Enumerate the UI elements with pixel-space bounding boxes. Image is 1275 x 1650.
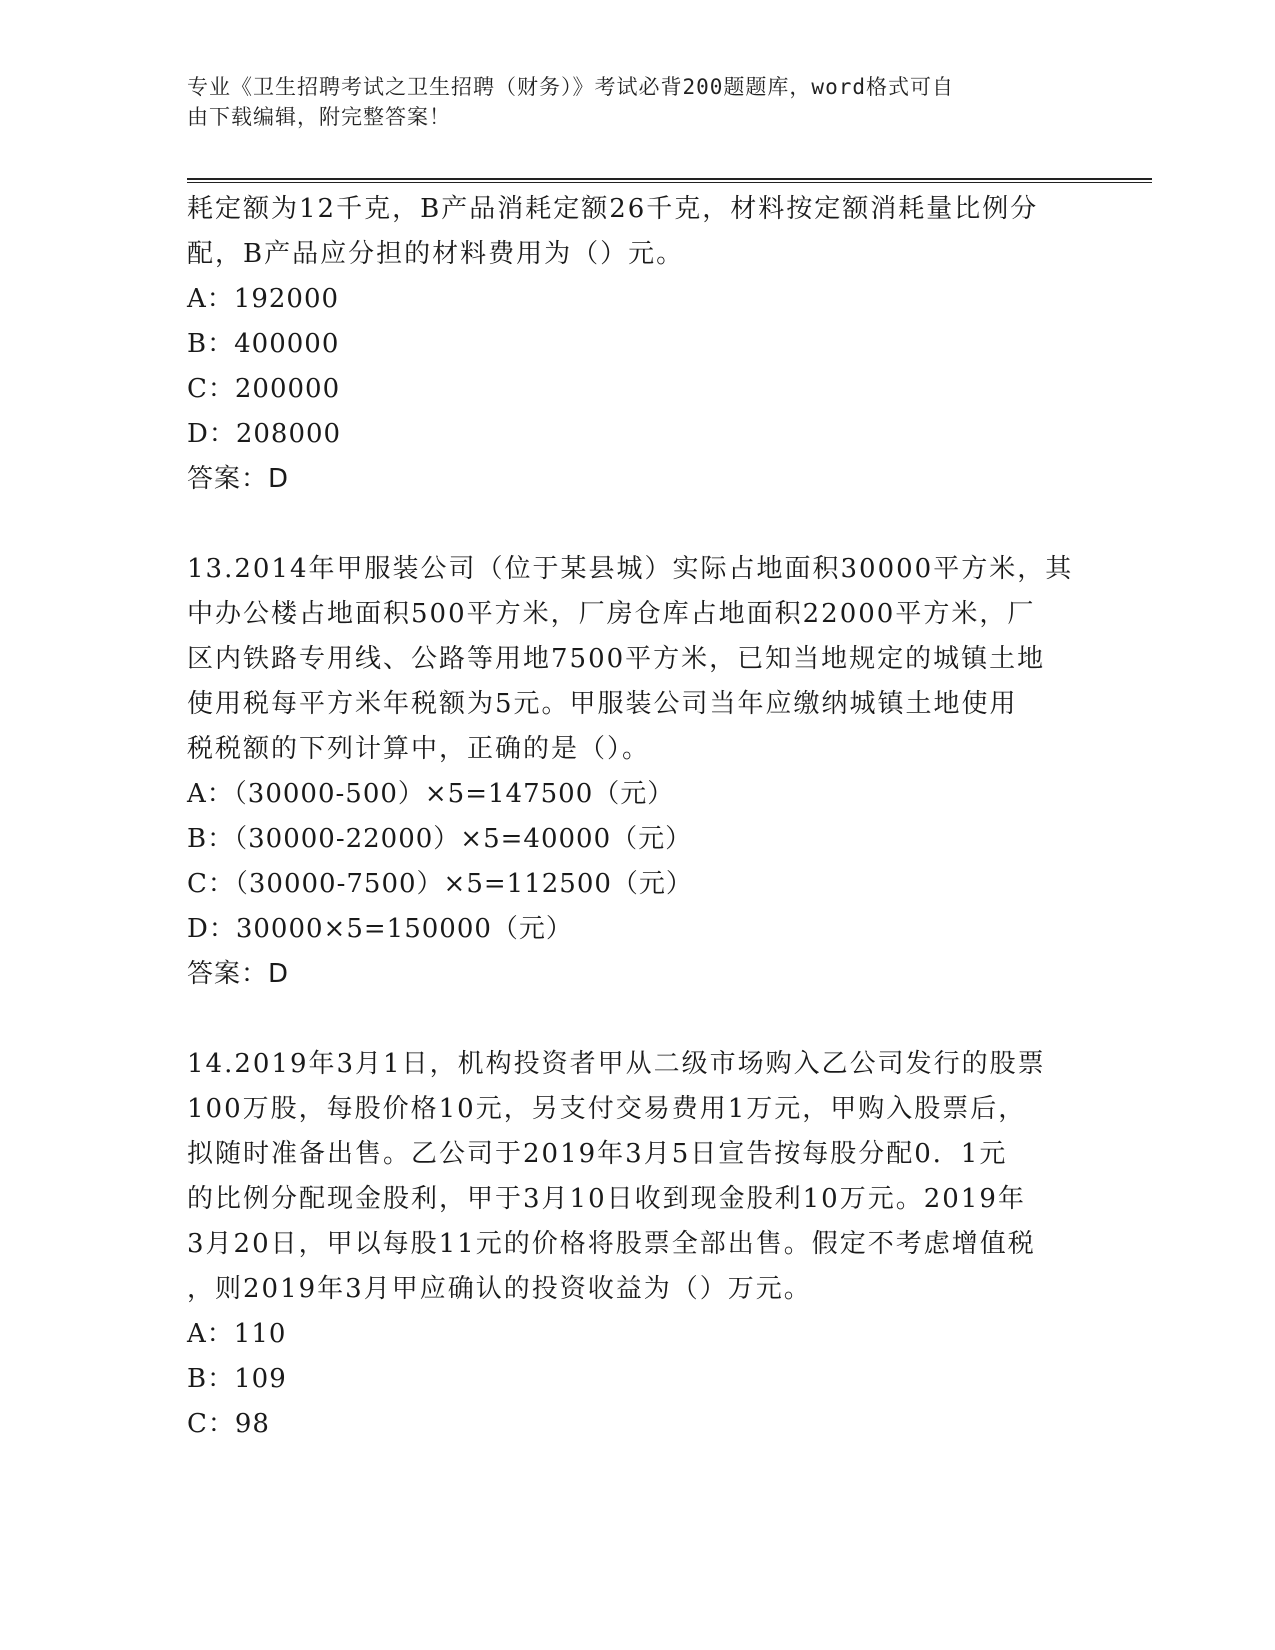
question-text-line: 的比例分配现金股利，甲于3月10日收到现金股利10万元。2019年 bbox=[187, 1184, 1026, 1214]
question-text-line: 3月20日，甲以每股11元的价格将股票全部出售。假定不考虑增值税 bbox=[187, 1229, 1036, 1259]
document-body bbox=[187, 187, 1087, 1447]
option-d: D：30000×5=150000（元） bbox=[187, 914, 573, 944]
option-d: D：208000 bbox=[187, 419, 342, 449]
option-b: B：（30000-22000）×5=40000（元） bbox=[187, 824, 693, 854]
question-text-line: 耗定额为12千克，B产品消耗定额26千克，材料按定额消耗量比例分 bbox=[187, 194, 1039, 224]
question-text-line: ，则2019年3月甲应确认的投资收益为（）万元。 bbox=[187, 1274, 812, 1304]
question-text-line: 14.2019年3月1日，机构投资者甲从二级市场购入乙公司发行的股票 bbox=[187, 1049, 1046, 1079]
option-b: B：109 bbox=[187, 1364, 287, 1394]
answer-line: 答案：D bbox=[187, 959, 290, 989]
question-text-line: 区内铁路专用线、公路等用地7500平方米，已知当地规定的城镇土地 bbox=[187, 644, 1046, 674]
question-fragment bbox=[187, 187, 1087, 502]
page-header bbox=[187, 72, 1087, 132]
question-text-line: 拟随时准备出售。乙公司于2019年3月5日宣告按每股分配0．1元 bbox=[187, 1139, 1008, 1169]
option-c: C：（30000-7500）×5=112500（元） bbox=[187, 869, 693, 899]
header-divider bbox=[187, 178, 1152, 183]
question-text-line: 13.2014年甲服装公司（位于某县城）实际占地面积30000平方米，其 bbox=[187, 554, 1074, 584]
answer-line: 答案：D bbox=[187, 464, 290, 494]
option-a: A：192000 bbox=[187, 284, 340, 314]
header-line-2: 由下载编辑，附完整答案！ bbox=[187, 105, 451, 129]
option-c: C：200000 bbox=[187, 374, 341, 404]
question-text-line: 中办公楼占地面积500平方米，厂房仓库占地面积22000平方米，厂 bbox=[187, 599, 1036, 629]
question-text-line: 税税额的下列计算中，正确的是（）。 bbox=[187, 734, 651, 764]
question-text-line: 配，B产品应分担的材料费用为（）元。 bbox=[187, 239, 685, 269]
question-13 bbox=[187, 547, 1087, 997]
question-14 bbox=[187, 1042, 1087, 1447]
option-a: A：（30000-500）×5=147500（元） bbox=[187, 779, 675, 809]
header-line-1: 专业《卫生招聘考试之卫生招聘（财务）》考试必背200题题库，word格式可自 bbox=[187, 75, 954, 99]
option-b: B：400000 bbox=[187, 329, 340, 359]
question-text-line: 使用税每平方米年税额为5元。甲服装公司当年应缴纳城镇土地使用 bbox=[187, 689, 1018, 719]
option-a: A：110 bbox=[187, 1319, 287, 1349]
option-c: C：98 bbox=[187, 1409, 270, 1439]
question-text-line: 100万股，每股价格10元，另支付交易费用1万元，甲购入股票后， bbox=[187, 1094, 1027, 1124]
